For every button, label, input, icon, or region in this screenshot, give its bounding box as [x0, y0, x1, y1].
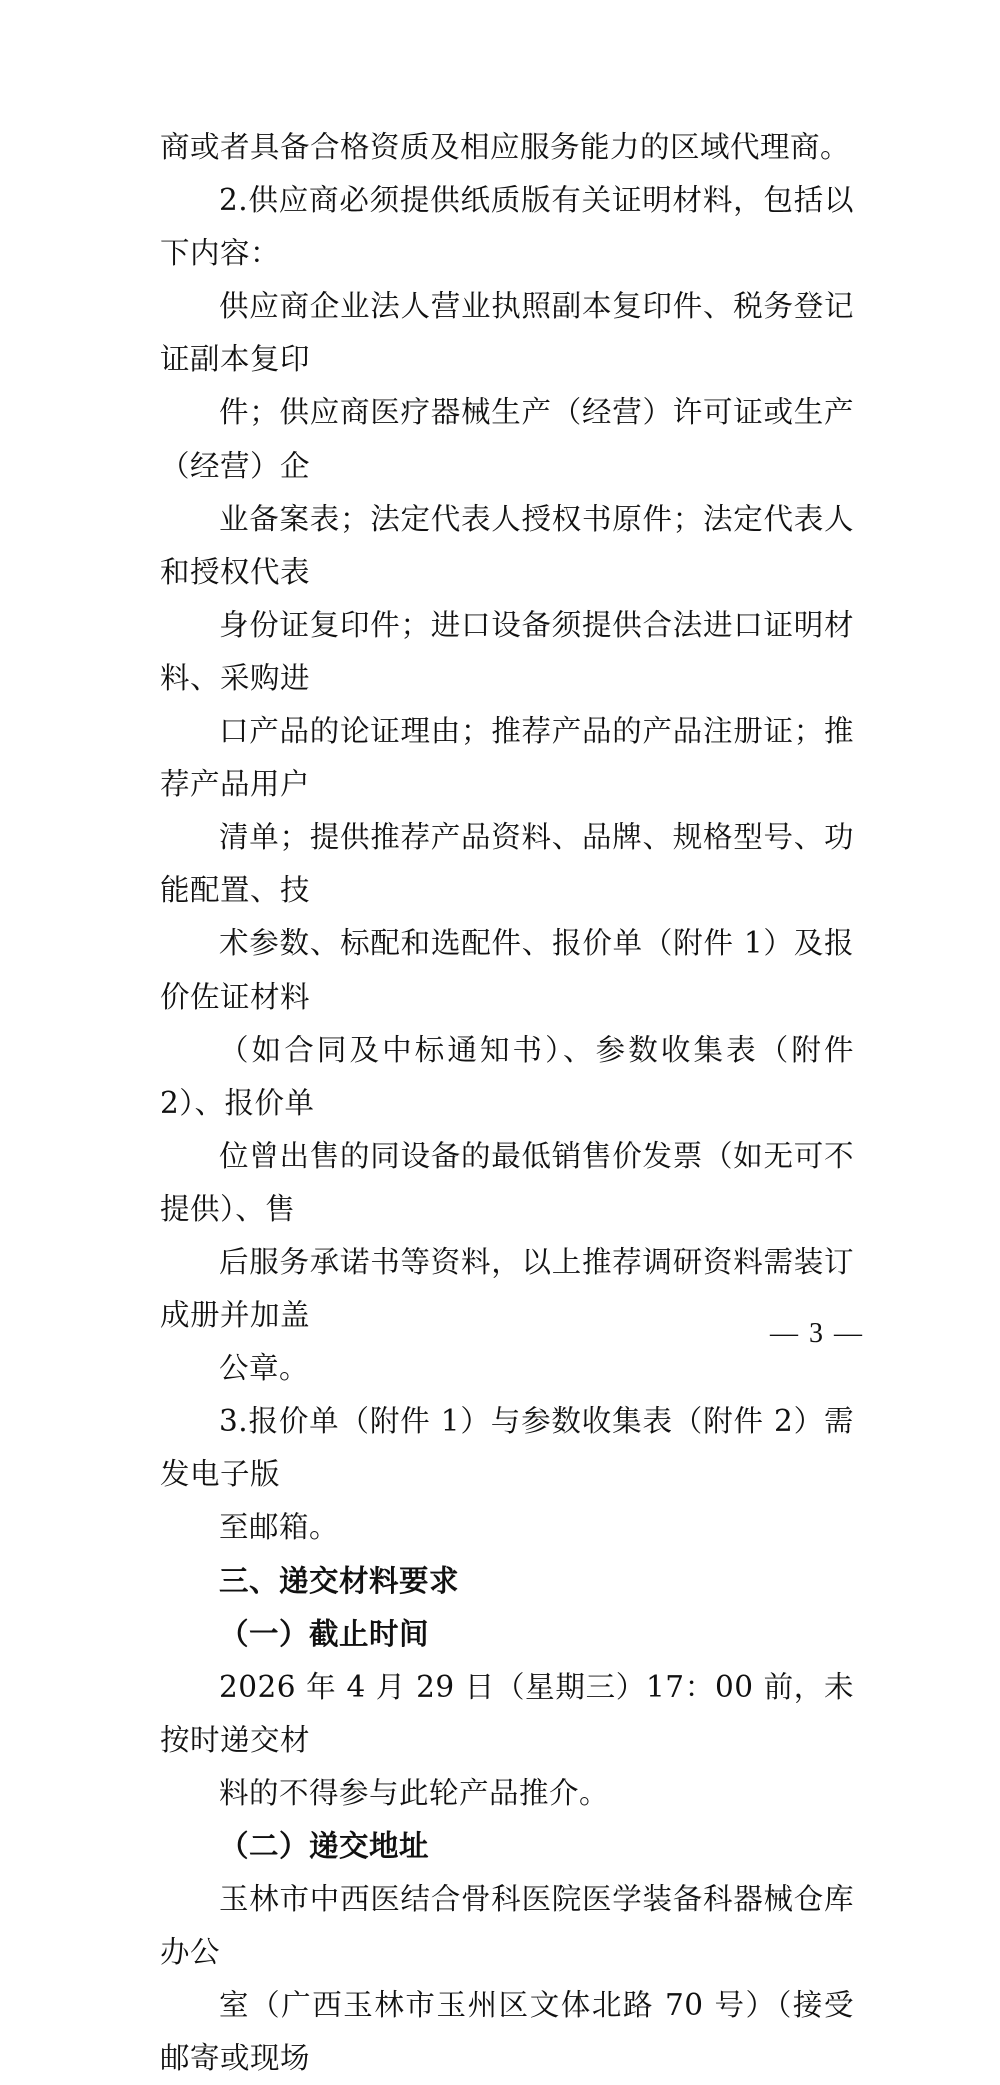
page-number: — 3 — — [770, 1318, 864, 1349]
text-line: 2026 年 4 月 29 日（星期三）17：00 前，未按时递交材 — [160, 1669, 854, 1757]
text-line: 至邮箱。 — [219, 1510, 340, 1545]
text-line: 2.供应商必须提供纸质版有关证明材料，包括以下内容： — [160, 183, 854, 271]
text-line: 料的不得参与此轮产品推介。 — [219, 1775, 610, 1810]
text-line: 后服务承诺书等资料，以上推荐调研资料需装订成册并加盖 — [160, 1244, 854, 1333]
text-line: 身份证复印件；进口设备须提供合法进口证明材料、采购进 — [160, 607, 854, 695]
text-line: 商或者具备合格资质及相应服务能力的区域代理商。 — [160, 130, 851, 164]
body-paragraph — [160, 1661, 854, 1820]
section-heading — [160, 1608, 854, 1661]
document-body — [160, 121, 854, 2085]
text-line: 公章。 — [219, 1351, 310, 1386]
body-paragraph — [160, 121, 854, 174]
text-line: 玉林市中西医结合骨科医院医学装备科器械仓库办公 — [160, 1882, 854, 1970]
section-heading — [160, 1555, 854, 1608]
text-line: （如合同及中标通知书）、参数收集表（附件 2）、报价单 — [160, 1032, 854, 1120]
text-line: 3.报价单（附件 1）与参数收集表（附件 2）需发电子版 — [160, 1404, 854, 1492]
text-line: （一）截止时间 — [219, 1616, 430, 1651]
text-line: （二）递交地址 — [219, 1829, 430, 1863]
text-line: 室（广西玉林市玉州区文体北路 70 号）（接受邮寄或现场 — [160, 1988, 854, 2076]
body-paragraph — [160, 174, 854, 1395]
text-line: 术参数、标配和选配件、报价单（附件 1）及报价佐证材料 — [160, 926, 854, 1014]
body-paragraph — [160, 1873, 854, 2085]
body-paragraph — [160, 1395, 854, 1554]
text-line: 供应商企业法人营业执照副本复印件、税务登记证副本复印 — [160, 289, 854, 377]
text-line: 三、递交材料要求 — [219, 1563, 460, 1598]
text-line: 件；供应商医疗器械生产（经营）许可证或生产（经营）企 — [160, 395, 854, 483]
section-heading — [160, 1820, 854, 1873]
text-line: 位曾出售的同设备的最低销售价发票（如无可不提供）、售 — [160, 1138, 854, 1226]
text-line: 业备案表；法定代表人授权书原件；法定代表人和授权代表 — [160, 501, 854, 589]
text-line: 清单；提供推荐产品资料、品牌、规格型号、功能配置、技 — [160, 820, 854, 908]
text-line: 口产品的论证理由；推荐产品的产品注册证；推荐产品用户 — [160, 714, 854, 802]
